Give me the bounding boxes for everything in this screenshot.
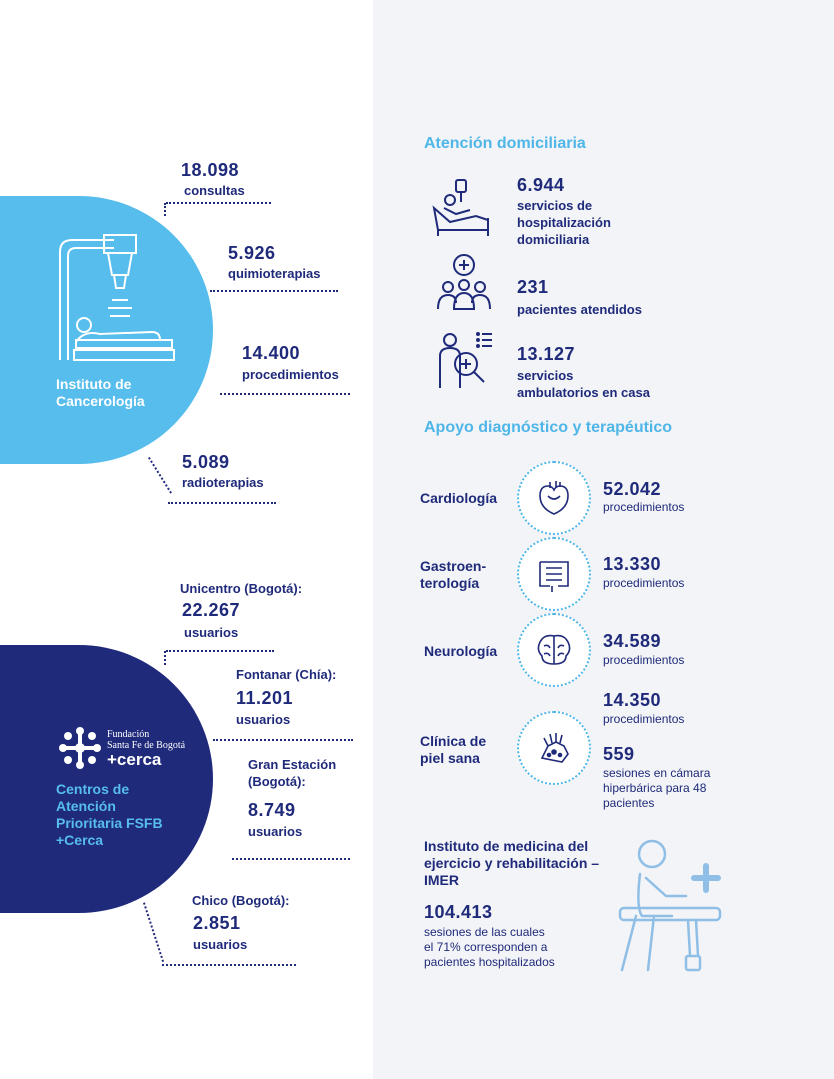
- connector: [162, 964, 296, 966]
- logo-line1: Fundación: [107, 729, 150, 740]
- piel-label1: procedimientos: [603, 712, 685, 726]
- imer-title-line: Instituto de medicina del: [424, 838, 589, 854]
- imer-title-line: IMER: [424, 872, 459, 888]
- rehabilitation-icon: [606, 838, 730, 974]
- piel-label2-line: sesiones en cámara: [603, 766, 711, 780]
- cardio-name: Cardiología: [420, 490, 498, 506]
- centros-title-line: +Cerca: [56, 832, 104, 848]
- doctor-search-icon: [436, 330, 496, 390]
- dom-ambulatorio-line: ambulatorios en casa: [517, 385, 650, 400]
- cancer-title-line1: Instituto de: [56, 376, 132, 392]
- fsfb-logo-icon: [57, 725, 103, 771]
- stat-procedimientos-label: procedimientos: [242, 367, 339, 382]
- site-granestacion-label: usuarios: [248, 824, 303, 839]
- connector: [220, 393, 350, 395]
- site-chico-name: Chico (Bogotá):: [192, 893, 290, 908]
- hospital-bed-icon: [430, 178, 494, 238]
- site-chico-value: 2.851: [193, 913, 241, 933]
- connector: [164, 651, 166, 665]
- site-granestacion-name-line1: Gran Estación: [248, 757, 337, 772]
- stat-procedimientos-value: 14.400: [242, 343, 301, 363]
- connector: [148, 457, 172, 494]
- centros-title-line: Centros de: [56, 781, 130, 797]
- imer-title-line: ejercicio y rehabilitación –: [424, 855, 600, 871]
- brain-icon: [534, 630, 574, 670]
- cardio-ring: [517, 461, 591, 535]
- stat-consultas-label: consultas: [184, 183, 245, 198]
- logo-line3: +cerca: [107, 750, 162, 769]
- connector: [166, 202, 271, 204]
- neuro-ring: [517, 613, 591, 687]
- logo-line2: Santa Fe de Bogotá: [107, 740, 186, 751]
- radiotherapy-machine-icon: [52, 230, 177, 365]
- centros-panel: [0, 645, 213, 913]
- connector: [168, 502, 276, 504]
- intestine-icon: [534, 554, 574, 594]
- site-granestacion-name: [248, 756, 336, 790]
- stat-radio-label: radioterapias: [182, 475, 264, 490]
- connector: [164, 203, 166, 216]
- gastro-name: [420, 558, 486, 592]
- centros-title-line: Atención: [56, 798, 116, 814]
- piel-ring: [517, 711, 591, 785]
- site-fontanar-name: Fontanar (Chía):: [236, 667, 337, 682]
- stat-radio-value: 5.089: [182, 452, 230, 472]
- connector: [232, 858, 350, 860]
- domiciliaria-heading: Atención domiciliaria: [424, 135, 586, 152]
- imer-value: 104.413: [424, 902, 493, 922]
- site-granestacion-name-line2: (Bogotá):: [248, 774, 306, 789]
- piel-value1: 14.350: [603, 690, 662, 710]
- imer-label-line: sesiones de las cuales: [424, 925, 545, 939]
- site-granestacion-value: 8.749: [248, 800, 296, 820]
- dom-hosp-line: servicios de: [517, 198, 593, 213]
- imer-label-line: pacientes hospitalizados: [424, 955, 555, 969]
- patients-group-icon: [436, 253, 492, 311]
- neuro-label: procedimientos: [603, 653, 685, 667]
- centros-title-line: Prioritaria FSFB: [56, 815, 163, 831]
- stat-consultas-value: 18.098: [181, 160, 240, 180]
- piel-label2: [603, 766, 710, 811]
- imer-label-line: el 71% corresponden a: [424, 940, 548, 954]
- piel-name-line1: Clínica de: [420, 733, 487, 749]
- gastro-name-line2: terología: [420, 575, 480, 591]
- piel-value2: 559: [603, 744, 635, 764]
- imer-label: [424, 925, 555, 970]
- dom-ambulatorio-label: [517, 367, 650, 401]
- site-unicentro-label: usuarios: [184, 625, 239, 640]
- heart-icon: [534, 478, 574, 518]
- connector: [213, 739, 353, 741]
- connector: [210, 290, 338, 292]
- centros-title: [56, 781, 163, 849]
- neuro-value: 34.589: [603, 631, 662, 651]
- hand-skin-icon: [534, 728, 574, 768]
- cancer-title-line2: Cancerología: [56, 393, 145, 409]
- cardio-label: procedimientos: [603, 500, 685, 514]
- stat-quimio-value: 5.926: [228, 243, 276, 263]
- imer-title: [424, 838, 599, 889]
- piel-label2-line: hiperbárica para 48: [603, 781, 707, 795]
- dom-pacientes-label: pacientes atendidos: [517, 302, 642, 317]
- site-unicentro-value: 22.267: [182, 600, 241, 620]
- dom-hosp-value: 6.944: [517, 175, 565, 195]
- piel-name-line2: piel sana: [420, 750, 480, 766]
- site-unicentro-name: Unicentro (Bogotá):: [180, 581, 303, 596]
- dom-hosp-line: hospitalización: [517, 215, 611, 230]
- connector: [143, 902, 164, 962]
- apoyo-heading: Apoyo diagnóstico y terapéutico: [424, 419, 673, 436]
- gastro-value: 13.330: [603, 554, 662, 574]
- gastro-ring: [517, 537, 591, 611]
- dom-hosp-line: domiciliaria: [517, 232, 590, 247]
- piel-label2-line: pacientes: [603, 796, 655, 810]
- fsfb-logo-text: [107, 729, 185, 769]
- dom-hosp-label: [517, 197, 611, 248]
- dom-ambulatorio-line: servicios: [517, 368, 574, 383]
- cancer-title: [56, 376, 145, 410]
- connector: [166, 650, 274, 652]
- site-fontanar-label: usuarios: [236, 712, 291, 727]
- gastro-name-line1: Gastroen-: [420, 558, 487, 574]
- dom-pacientes-value: 231: [517, 277, 549, 297]
- cardio-value: 52.042: [603, 479, 662, 499]
- piel-name: [420, 733, 486, 767]
- gastro-label: procedimientos: [603, 576, 685, 590]
- site-fontanar-value: 11.201: [236, 688, 294, 708]
- stat-quimio-label: quimioterapias: [228, 266, 321, 281]
- site-chico-label: usuarios: [193, 937, 248, 952]
- dom-ambulatorio-value: 13.127: [517, 344, 576, 364]
- neuro-name: Neurología: [424, 643, 498, 659]
